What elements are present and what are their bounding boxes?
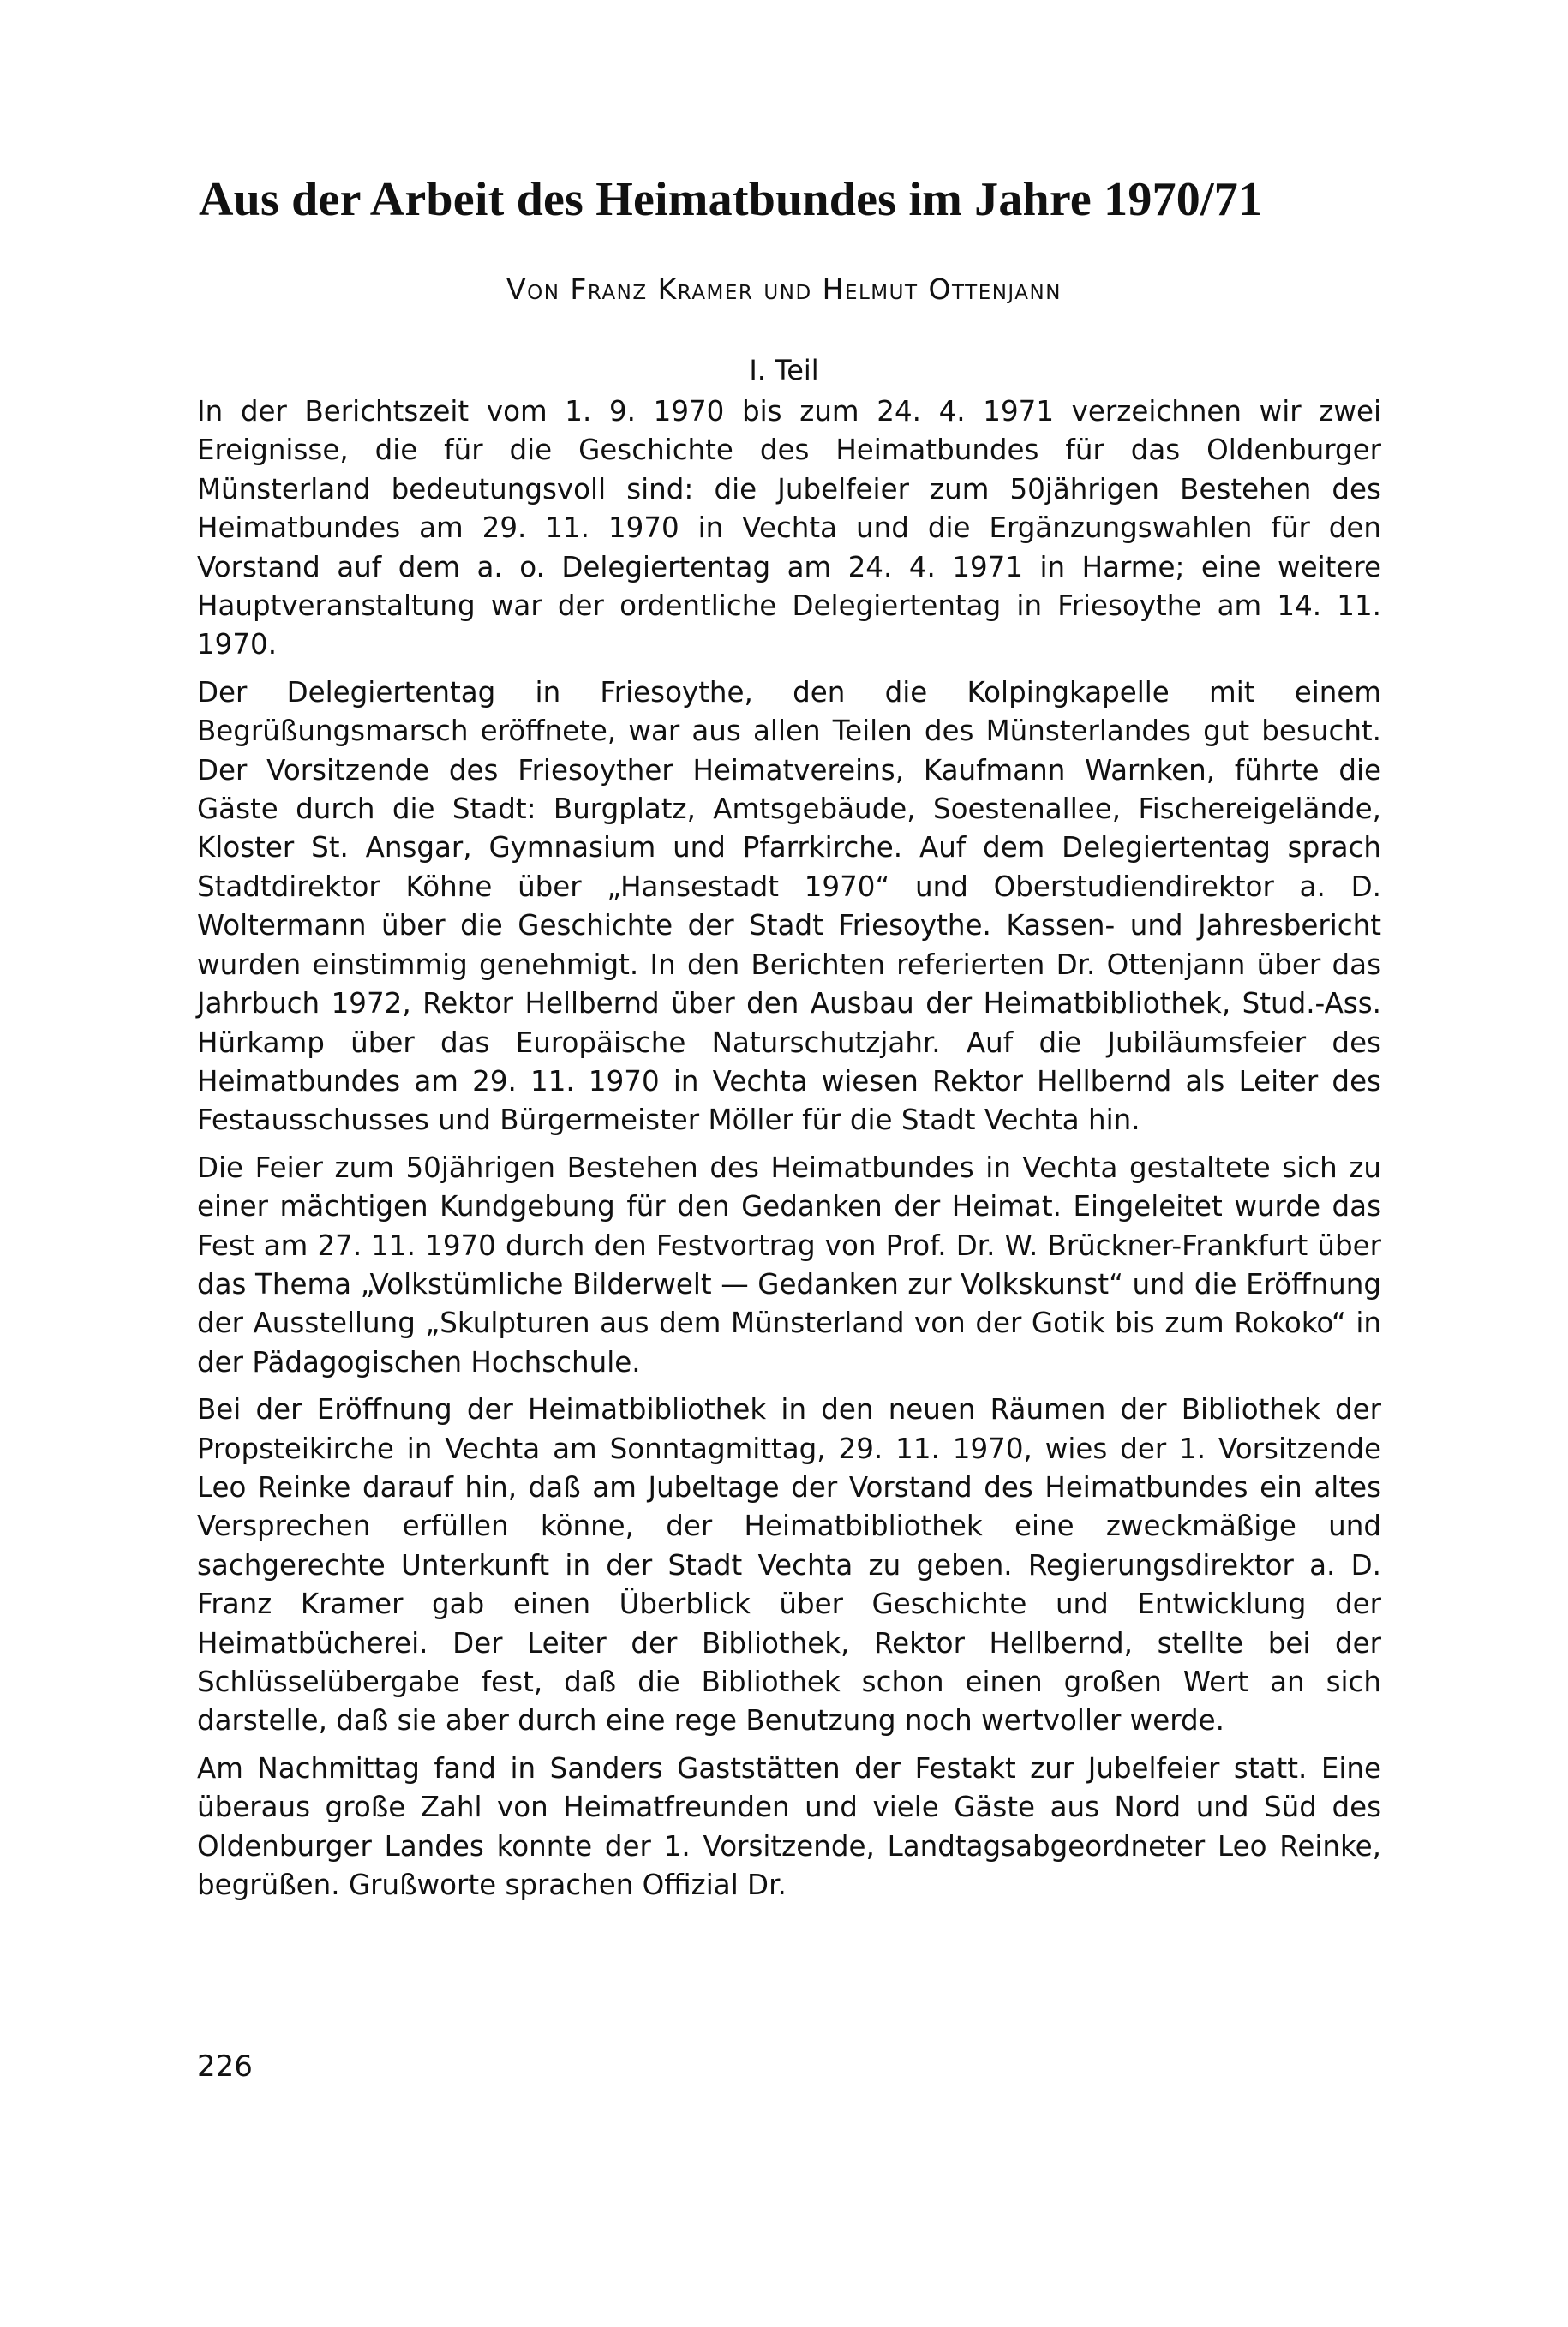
paragraph-3: Die Feier zum 50jährigen Bestehen des Heimatbundes in Vechta gestaltete sich zu einer mächtigen Kundgebung für den Gedanken der Heimat. Eingeleitet wurde das Fest am 27. 11. 1970 durch den Festvortrag von Prof. Dr. W. Brückner-Frankfurt über das Thema „Volkstümliche Bilderwelt — Gedanken zur Volkskunst“ und die Eröffnung der Ausstellung „Skulpturen aus dem Münsterland von der Gotik bis zum Rokoko“ in der Pädagogischen Hochschule. bbox=[197, 1151, 1381, 1379]
paragraph-2: Der Delegiertentag in Friesoythe, den die Kolpingkapelle mit einem Begrüßungsmarsch eröffnete, war aus allen Teilen des Münsterlandes gut besucht. Der Vorsitzende des Friesoyther Heimatvereins, Kaufmann Warnken, führte die Gäste durch die Stadt: Burgplatz, Amtsgebäude, Soestenallee, Fischereigelände, Kloster St. Ansgar, Gymnasium und Pfarrkirche. Auf dem Delegiertentag sprach Stadtdirektor Köhne über „Hansestadt 1970“ und Oberstudiendirektor a. D. Woltermann über die Geschichte der Stadt Friesoythe. Kassen- und Jahresbericht wurden einstimmig genehmigt. In den Berichten referierten Dr. Ottenjann über das Jahrbuch 1972, Rektor Hellbernd über den Ausbau der Heimatbibliothek, Stud.-Ass. Hürkamp über das Europäische Naturschutzjahr. Auf die Jubiläumsfeier des Heimatbundes am 29. 11. 1970 in Vechta wiesen Rektor Hellbernd als Leiter des Festausschusses und Bürgermeister Möller für die Stadt Vechta hin. bbox=[197, 675, 1381, 1137]
article-body bbox=[197, 392, 1381, 1913]
article-title: Aus der Arbeit des Heimatbundes im Jahre 1970/71 bbox=[199, 173, 1263, 226]
paragraph-5: Am Nachmittag fand in Sanders Gaststätten der Festakt zur Jubelfeier statt. Eine überaus große Zahl von Heimatfreunden und viele Gäste aus Nord und Süd des Oldenburger Landes konnte der 1. Vorsitzende, Landtagsabgeordneter Leo Reinke, begrüßen. Grußworte sprachen Offizial Dr. bbox=[197, 1751, 1381, 1902]
paragraph-1: In der Berichtszeit vom 1. 9. 1970 bis zum 24. 4. 1971 verzeichnen wir zwei Ereignisse, die für die Geschichte des Heimatbundes für das Oldenburger Münsterland bedeutungsvoll sind: die Jubelfeier zum 50jährigen Bestehen des Heimatbundes am 29. 11. 1970 in Vechta und die Ergänzungswahlen für den Vorstand auf dem a. o. Delegiertentag am 24. 4. 1971 in Harme; eine weitere Hauptveranstaltung war der ordentliche Delegiertentag in Friesoythe am 14. 11. 1970. bbox=[197, 395, 1381, 661]
paragraph-4: Bei der Eröffnung der Heimatbibliothek in den neuen Räumen der Bibliothek der Propsteikirche in Vechta am Sonntagmittag, 29. 11. 1970, wies der 1. Vorsitzende Leo Reinke darauf hin, daß am Jubeltage der Vorstand des Heimatbundes ein altes Versprechen erfüllen könne, der Heimatbibliothek eine zweckmäßige und sachgerechte Unterkunft in der Stadt Vechta zu geben. Regierungsdirektor a. D. Franz Kramer gab einen Überblick über Geschichte und Entwicklung der Heimatbücherei. Der Leiter der Bibliothek, Rektor Hellbernd, stellte bei der Schlüsselübergabe fest, daß die Bibliothek schon einen großen Wert an sich darstelle, daß sie aber durch eine rege Benutzung noch wertvoller werde. bbox=[197, 1393, 1381, 1738]
part-heading: I. Teil bbox=[749, 354, 819, 386]
article-byline: Von Franz Kramer und Helmut Ottenjann bbox=[506, 272, 1062, 306]
page-number: 226 bbox=[197, 2049, 253, 2084]
